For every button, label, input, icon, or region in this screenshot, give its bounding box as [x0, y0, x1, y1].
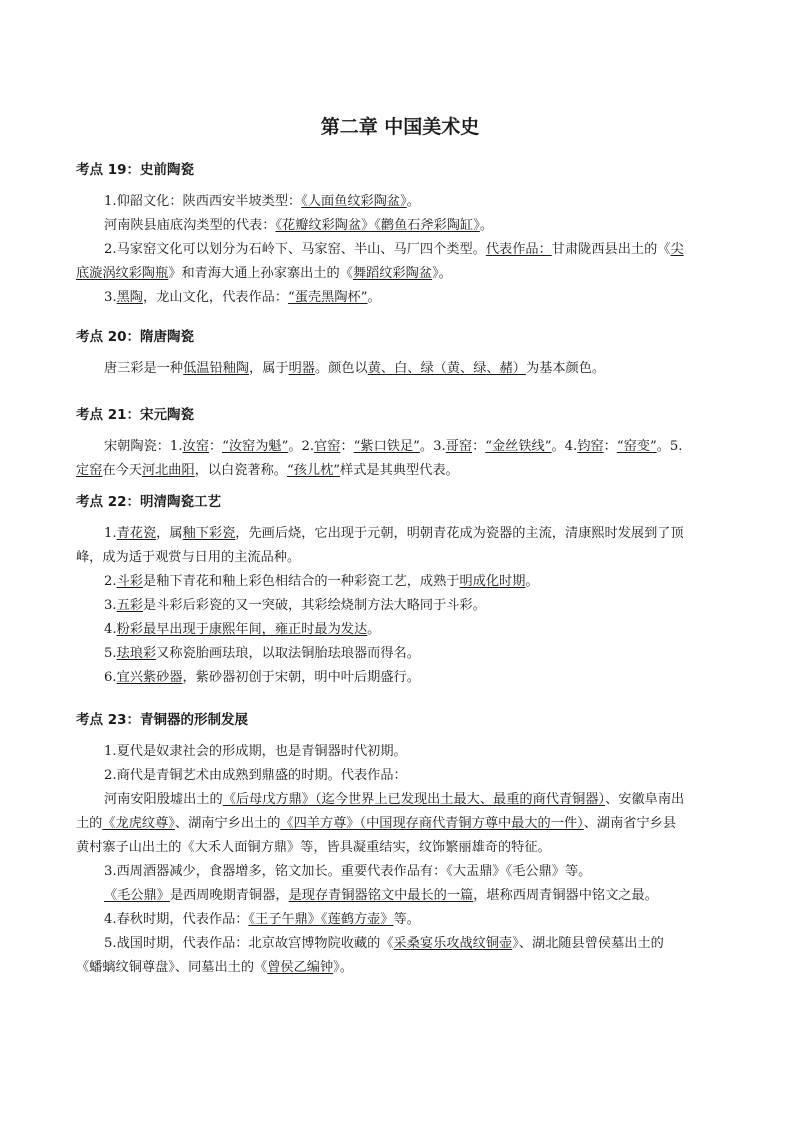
text-run: 。	[367, 622, 381, 637]
body-line	[104, 934, 664, 954]
text-run: 。2.	[288, 439, 315, 454]
text-run: 土的	[76, 816, 103, 831]
text-run: 是西周晚期青铜器，	[169, 888, 289, 903]
text-run: 。3.	[419, 439, 446, 454]
text-run: 》、湖北随县曾侯墓出土的	[512, 936, 664, 951]
underlined-key-term: 黄、白、绿（黄、绿、赭）	[367, 361, 526, 376]
body-line	[76, 814, 676, 834]
text-run: ，属于	[249, 361, 289, 376]
text-run: 又称瓷胎画珐琅，以取法铜胎珐琅器而得名。	[156, 646, 420, 661]
underlined-key-term: 《后母戊方鼎》（迄今世界上已发现出土最大、最重的商代青铜器）	[222, 792, 606, 807]
text-run: 是釉下青花和釉上彩色相结合的一种彩瓷工艺，成熟于	[142, 574, 460, 589]
text-run: 黄村寨子山出土的《大禾人面铜方鼎》等，皆具凝重结实，纹饰繁丽雄奇的特征。	[76, 840, 551, 855]
text-run: 1.仰韶文化：陕西西安半坡类型：	[104, 194, 302, 209]
section-title: 考点 22：明清陶瓷工艺	[76, 494, 221, 510]
text-run: 样式是其典型代表。	[340, 463, 459, 478]
text-run: 。	[479, 218, 494, 233]
text-run: ，以白瓷著称。	[194, 463, 287, 478]
underlined-key-term: 粉彩最早出现于康熙年间，雍正时最为发达	[116, 622, 368, 637]
text-run: ，紫砂器初创于宋朝，明中叶后期盛行。	[182, 670, 420, 685]
underlined-key-term: 哥窑	[445, 439, 473, 454]
text-run: 《蟠螭纹铜尊盘》、同墓出土的《	[76, 960, 268, 975]
underlined-key-term: 《毛公鼎》	[104, 888, 170, 903]
body-line	[104, 596, 486, 616]
body-line	[104, 288, 381, 308]
text-run: 是斗彩后彩瓷的又一突破，其彩绘烧制方法大略同于斗彩。	[142, 598, 486, 613]
text-run: 4.春秋时期，代表作品：	[104, 912, 249, 927]
text-run: 》。	[432, 266, 452, 281]
underlined-key-term: 舞蹈纹彩陶盆	[352, 266, 433, 281]
underlined-key-term: “蛋壳黑陶杯”	[288, 290, 368, 305]
text-run: ：	[340, 439, 354, 454]
underlined-key-term: 官窑	[314, 439, 341, 454]
text-run: 为基本颜色。	[526, 361, 606, 376]
body-line	[104, 437, 682, 457]
underlined-key-term: 五彩	[116, 598, 143, 613]
text-run: 。	[525, 574, 539, 589]
text-run: 3.	[104, 598, 117, 613]
body-line	[104, 668, 420, 688]
underlined-key-term: 《四羊方尊》（中国现存商代青铜方尊中最大的一件）	[280, 816, 584, 831]
underlined-key-term: 定窑	[76, 463, 103, 478]
text-run: 4.	[104, 622, 117, 637]
body-line	[104, 240, 684, 260]
text-run: 1.夏代是奴隶社会的形成期，也是青铜器时代初期。	[104, 744, 407, 759]
underlined-key-term: 釉下彩瓷	[182, 526, 236, 541]
body-line	[104, 766, 407, 786]
text-run: ，先画后烧，它出现于元朝，明朝青花成为瓷器的主流，清康熙时发展到了顶	[235, 526, 684, 541]
body-line	[104, 886, 658, 906]
section-title: 考点 23：青铜器的形制发展	[76, 712, 248, 728]
body-line	[76, 838, 551, 858]
body-line	[104, 910, 420, 930]
body-line	[104, 742, 407, 762]
body-line	[104, 359, 605, 379]
underlined-key-term: 代表作品：	[485, 242, 552, 257]
body-line	[104, 620, 380, 640]
underlined-key-term: 尖	[670, 242, 684, 257]
underlined-key-term: 钧窑	[577, 439, 604, 454]
text-run: 。5.	[656, 439, 683, 454]
underlined-key-term: 珐琅彩	[116, 646, 157, 661]
underlined-key-term: 斗彩	[116, 574, 143, 589]
underlined-key-term: 宜兴紫砂器	[116, 670, 183, 685]
text-run: 。	[406, 194, 420, 209]
underlined-key-term: 是现存青铜器铭文中最长的一篇	[288, 888, 474, 903]
text-run: 。颜色以	[315, 361, 368, 376]
text-run: ：	[208, 439, 223, 454]
underlined-key-term: 曾侯乙编钟	[267, 960, 334, 975]
section-title: 考点 21：宋元陶瓷	[76, 407, 194, 423]
underlined-key-term: 《龙虎纹尊》	[102, 816, 175, 831]
text-run: 5.	[104, 646, 117, 661]
underlined-key-term: 汝窑	[182, 439, 209, 454]
text-run: ，龙山文化，代表作品：	[142, 290, 289, 305]
text-run: 2.	[104, 574, 117, 589]
underlined-key-term: 低温铅釉陶	[183, 361, 250, 376]
chapter-title: 第二章 中国美术史	[320, 116, 480, 138]
text-run: 甘肃陇西县出土的《	[551, 242, 671, 257]
body-line	[76, 548, 300, 568]
text-run: 宋朝陶瓷：1.	[104, 439, 183, 454]
text-run: 》。	[333, 960, 353, 975]
text-run: 峰，成为适于观赏与日用的主流品种。	[76, 550, 301, 565]
text-run: 1.	[104, 526, 117, 541]
text-run: ：	[603, 439, 617, 454]
text-run: 河南陕县庙底沟类型的代表：	[104, 218, 276, 233]
text-run: 唐三彩是一种	[104, 361, 184, 376]
text-run: 3.西周酒器减少，食器增多，铭文加长。重要代表作品有：《大盂鼎》《毛公鼎》等。	[104, 864, 592, 879]
body-line	[104, 790, 684, 810]
underlined-key-term: 采桑宴乐攻战纹铜壶	[393, 936, 513, 951]
text-run: 2.商代是青铜艺术由成熟到鼎盛的时期。代表作品：	[104, 768, 407, 783]
underlined-key-term: 《王子午鼎》《莲鹤方壶》	[248, 912, 394, 927]
text-run: 、湖南省宁乡县	[583, 816, 677, 831]
text-run: 》和青海大通上孙家寨出土的《	[168, 266, 353, 281]
underlined-key-term: 黑陶	[116, 290, 143, 305]
text-run: 在今天	[102, 463, 142, 478]
body-line	[104, 644, 420, 664]
text-run: 河南安阳殷墟出土的	[104, 792, 223, 807]
underlined-key-term: 《花瓣纹彩陶盆》《鹳鱼石斧彩陶缸》	[275, 218, 480, 233]
underlined-key-term: 《人面鱼纹彩陶盆》	[301, 194, 407, 209]
underlined-key-term: 青花瓷	[116, 526, 157, 541]
body-line	[104, 572, 539, 592]
body-line	[104, 216, 493, 236]
underlined-key-term: “窑变”	[616, 439, 657, 454]
text-run: 5.战国时期，代表作品：北京故宫博物院收藏的《	[104, 936, 394, 951]
section-title: 考点 19：史前陶瓷	[76, 162, 194, 178]
text-run: ：	[472, 439, 486, 454]
text-run: 等。	[393, 912, 420, 927]
body-line	[76, 264, 452, 284]
body-line	[104, 192, 420, 212]
section-title: 考点 20：隋唐陶瓷	[76, 329, 194, 345]
text-run: 。	[367, 290, 381, 305]
text-run: 、湖南宁乡出土的	[174, 816, 281, 831]
text-run: ，属	[156, 526, 183, 541]
body-line	[76, 461, 459, 481]
body-line	[104, 524, 684, 544]
underlined-key-term: “孩儿枕”	[287, 463, 341, 478]
underlined-key-term: “汝窑为魁”	[222, 439, 289, 454]
underlined-key-term: “金丝铁线”	[485, 439, 552, 454]
text-run: 、安徽阜南出	[605, 792, 685, 807]
text-run: 。4.	[551, 439, 578, 454]
body-line	[104, 862, 591, 882]
text-run: 3.	[104, 290, 117, 305]
text-run: ，堪称西周青铜器中铭文之最。	[473, 888, 658, 903]
underlined-key-term: “紫口铁足”	[353, 439, 420, 454]
text-run: 6.	[104, 670, 117, 685]
underlined-key-term: 明器	[288, 361, 315, 376]
body-line	[76, 958, 353, 978]
underlined-key-term: 河北曲阳	[141, 463, 195, 478]
text-run: 2.马家窑文化可以划分为石岭下、马家窑、半山、马厂四个类型。	[104, 242, 486, 257]
underlined-key-term: 明成化时期	[459, 574, 526, 589]
underlined-key-term: 底漩涡纹彩陶瓶	[76, 266, 169, 281]
